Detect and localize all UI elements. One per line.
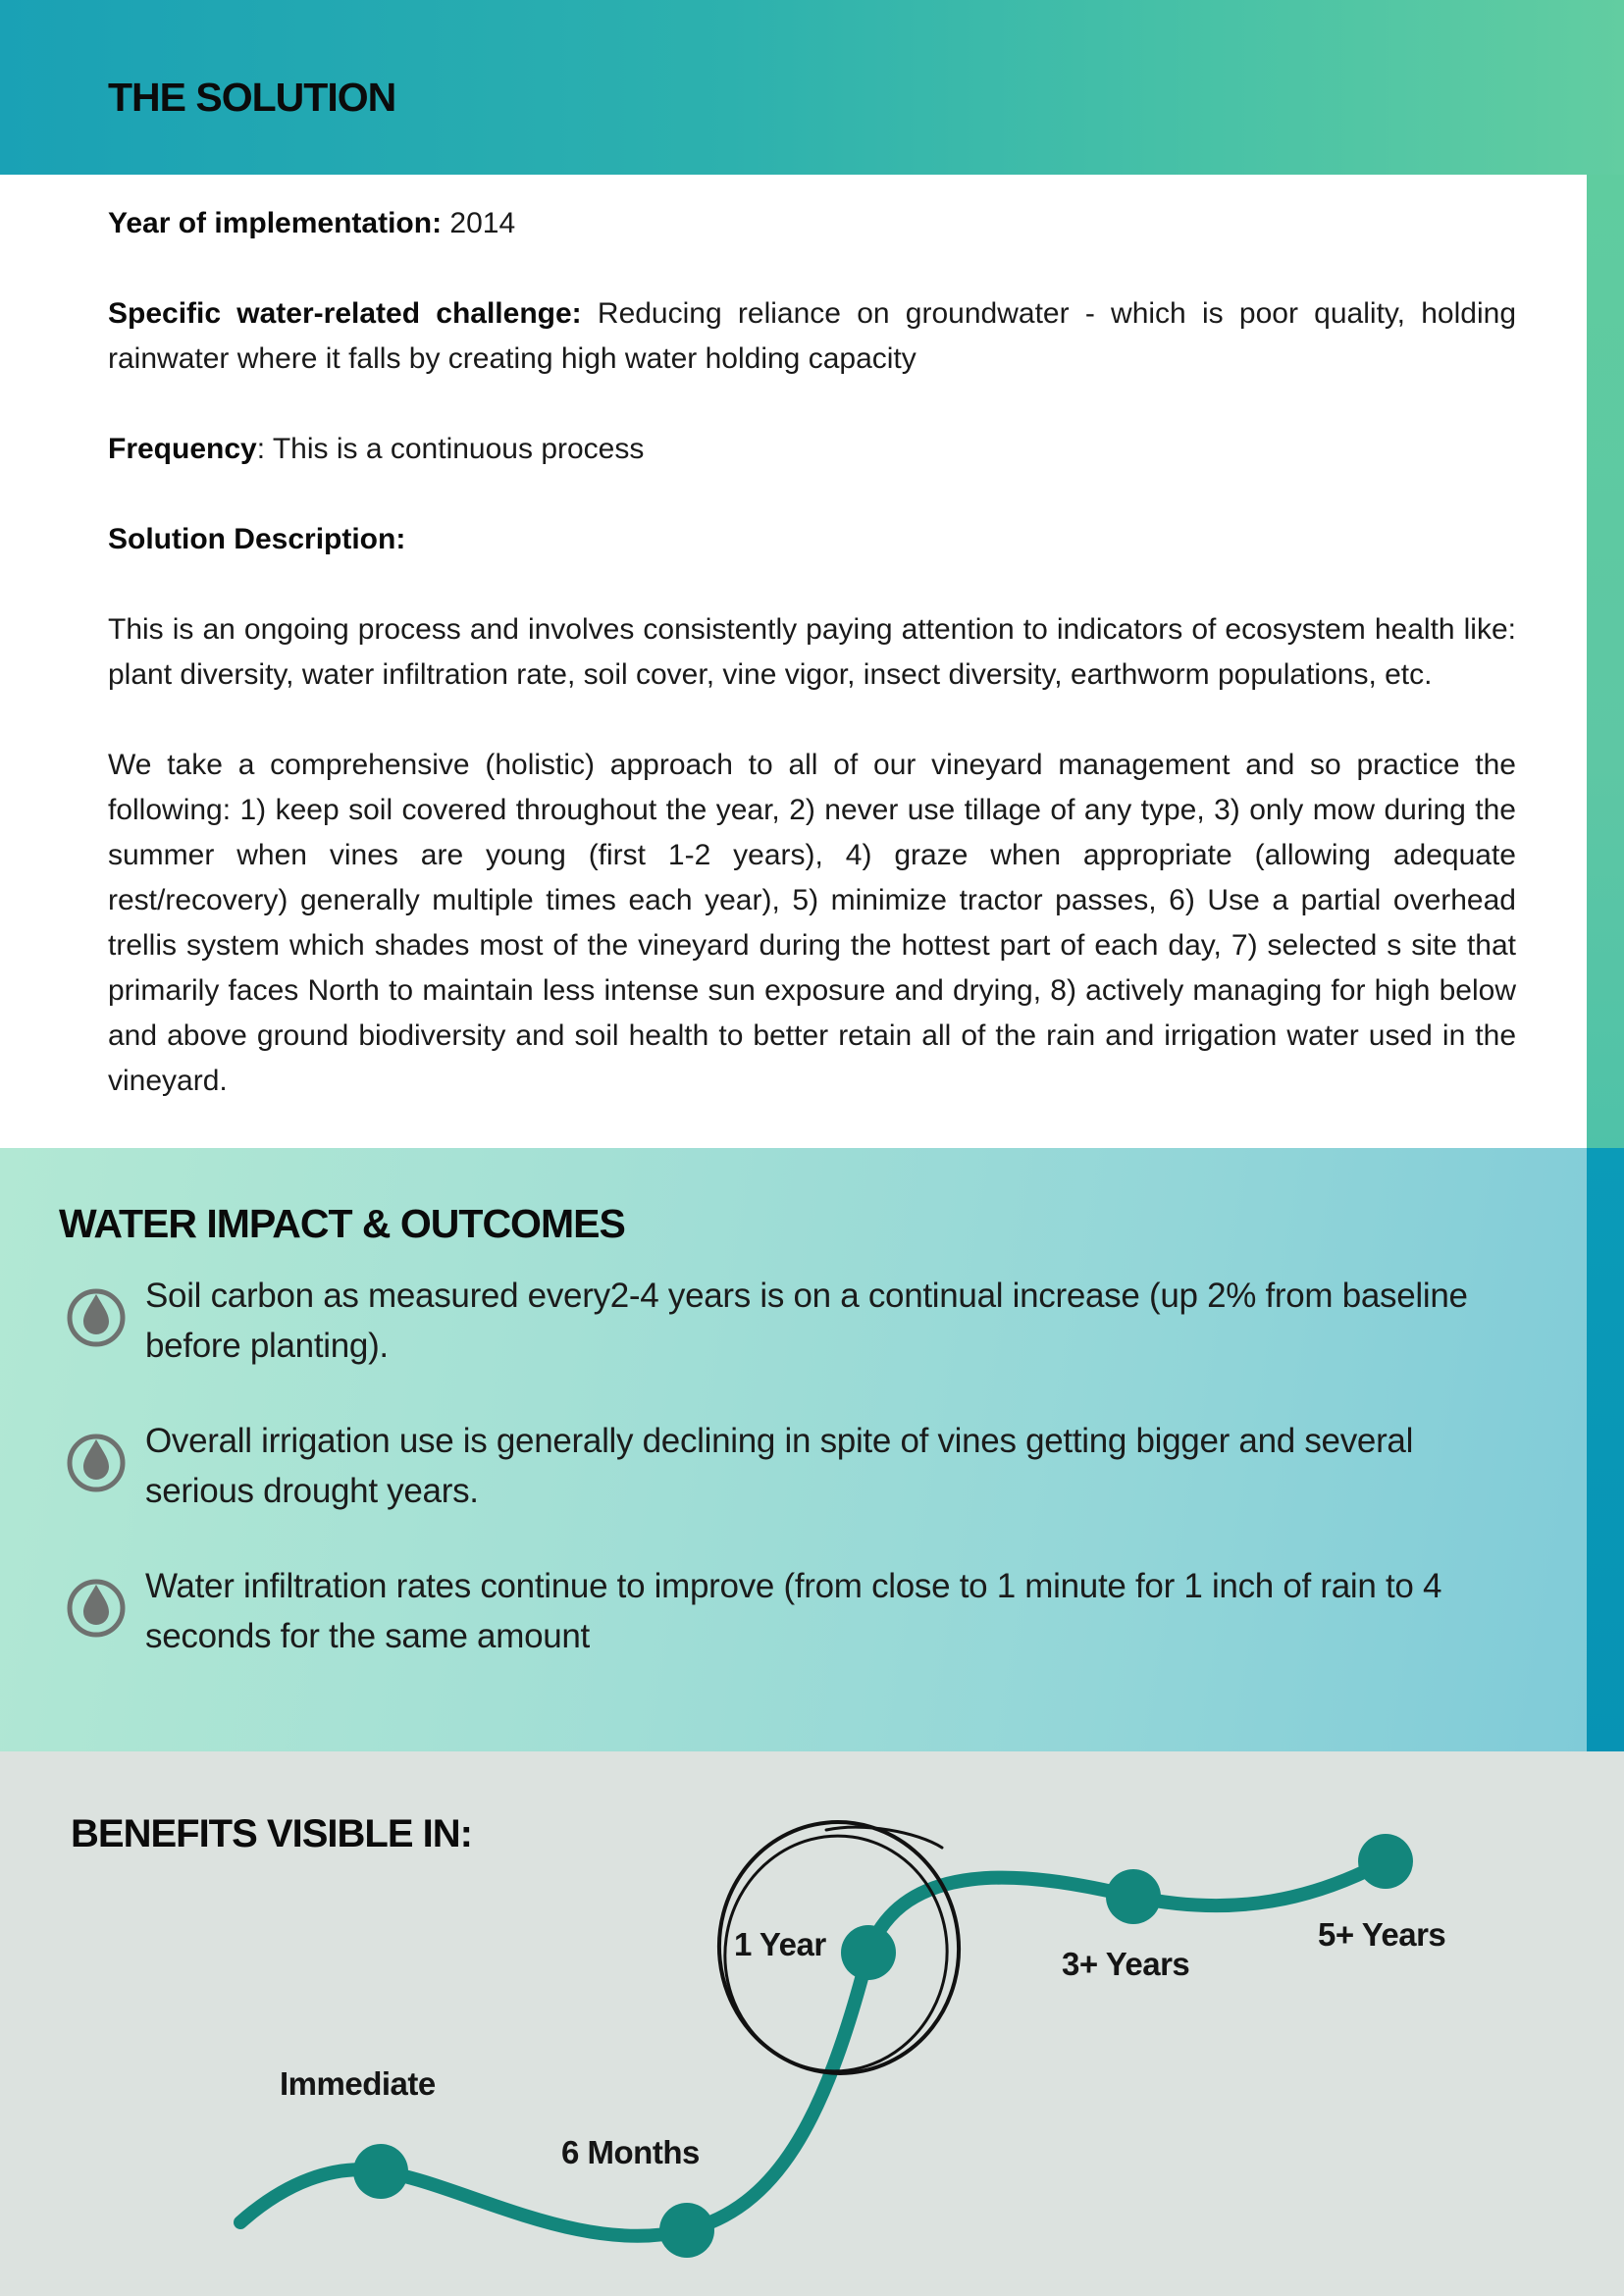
impact-text: Soil carbon as measured every2-4 years is on a continual increase (up 2% from baseline before planting). bbox=[145, 1277, 1468, 1365]
milestone-label-6-months: 6 Months bbox=[561, 2134, 700, 2170]
milestone-dot-5-years bbox=[1358, 1834, 1413, 1889]
frequency-value: : This is a continuous process bbox=[256, 433, 645, 465]
year-label: Year of implementation: bbox=[108, 207, 443, 239]
milestone-dot-immediate bbox=[353, 2144, 408, 2199]
year-value: 2014 bbox=[442, 207, 516, 239]
challenge-label: Specific water-related challenge: bbox=[108, 297, 582, 330]
frequency bbox=[108, 427, 1516, 472]
milestone-label-5-years: 5+ Years bbox=[1318, 1916, 1446, 1953]
impact-list bbox=[59, 1271, 1531, 1706]
accent-strip bbox=[1587, 175, 1624, 1148]
benefits-title: BENEFITS VISIBLE IN: bbox=[71, 1812, 472, 1855]
frequency-label: Frequency bbox=[108, 433, 257, 465]
water-challenge bbox=[108, 291, 1516, 382]
water-drop-icon bbox=[65, 1426, 128, 1494]
impact-item bbox=[59, 1271, 1531, 1371]
milestone-label-3-years: 3+ Years bbox=[1062, 1946, 1190, 1982]
solution-title: THE SOLUTION bbox=[108, 75, 396, 120]
milestone-label-immediate: Immediate bbox=[280, 2065, 436, 2102]
description-heading bbox=[108, 517, 1516, 562]
description-paragraph-2: We take a comprehensive (holistic) approach to all of our vineyard management and so practice the following: 1) keep soil covered throughout the year, 2) never use tillage of any type, 3) only mow during the summer when vines are young (first 1-2 years), 4) graze when appropriate (allowing adequate rest/recovery) generally multiple times each year), 5) minimize tractor passes, 6) Use a partial overhead trellis system which shades most of the vineyard during the hottest part of each day, 7) selected s site that primarily faces North to maintain less intense sun exposure and drying, 8) actively managing for high below and above ground biodiversity and soil health to better retain all of the rain and irrigation water used in the vineyard. bbox=[108, 749, 1516, 1097]
description-paragraph-1: This is an ongoing process and involves consistently paying attention to indicators of ecosystem health like: plant diversity, water infiltration rate, soil cover, vine vigor, insect diversity, earthworm populations, etc. bbox=[108, 613, 1516, 691]
water-drop-icon bbox=[65, 1571, 128, 1640]
impact-item bbox=[59, 1561, 1531, 1661]
impact-item bbox=[59, 1416, 1531, 1516]
impact-text: Water infiltration rates continue to improve (from close to 1 minute for 1 inch of rain to 4 seconds for the same amount bbox=[145, 1567, 1442, 1655]
water-drop-icon bbox=[65, 1280, 128, 1349]
milestone-dot-6-months bbox=[659, 2203, 714, 2258]
challenge-value: Reducing reliance on groundwater - which is poor quality, holding rainwater where it falls by creating high water holding capacity bbox=[108, 297, 1516, 375]
accent-strip-blue bbox=[1587, 1148, 1624, 1751]
description-label: Solution Description: bbox=[108, 523, 406, 555]
milestone-dot-1-year bbox=[841, 1925, 896, 1980]
milestone-dot-3-years bbox=[1106, 1869, 1161, 1924]
solution-body bbox=[108, 201, 1516, 1104]
milestone-label-1-year: 1 Year bbox=[734, 1926, 826, 1962]
year-of-implementation bbox=[108, 201, 1516, 246]
impact-text: Overall irrigation use is generally declining in spite of vines getting bigger and several serious drought years. bbox=[145, 1422, 1414, 1510]
timeline-path bbox=[240, 1861, 1386, 2236]
impact-title: WATER IMPACT & OUTCOMES bbox=[59, 1201, 625, 1246]
